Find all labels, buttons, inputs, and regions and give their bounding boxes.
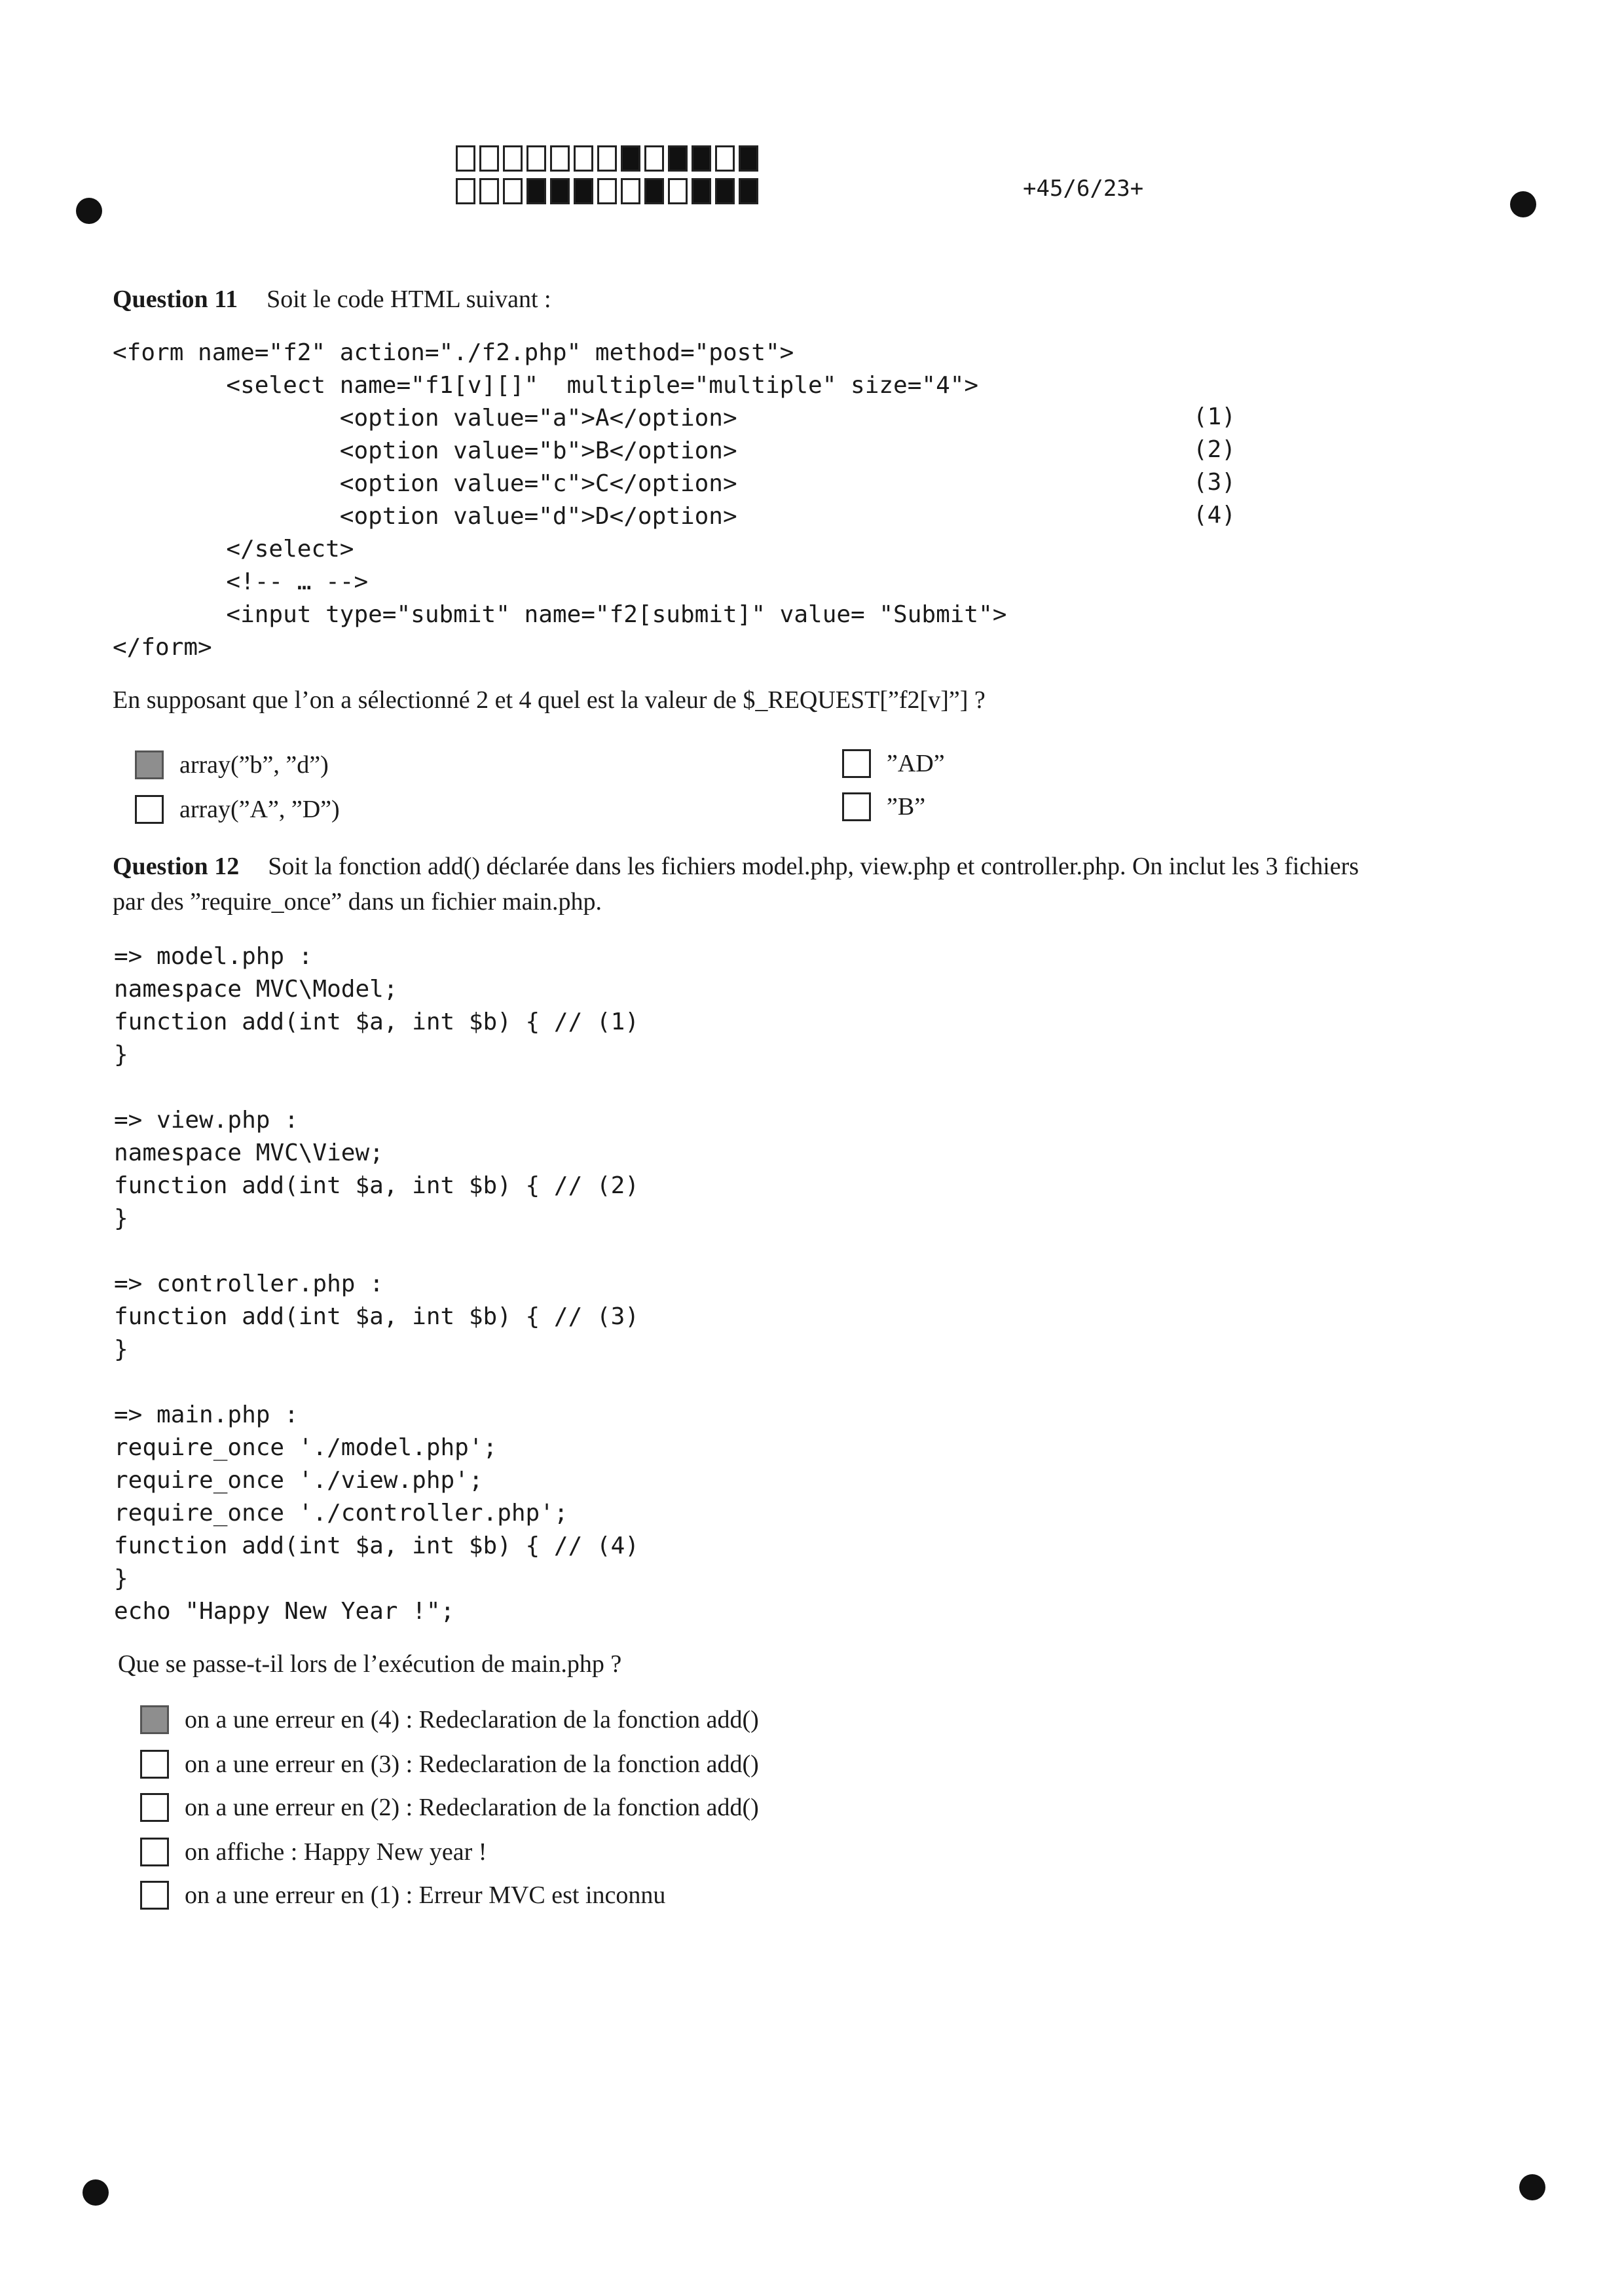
barcode-cell — [526, 145, 546, 172]
barcode-cell — [739, 178, 758, 204]
barcode-cell — [597, 145, 617, 172]
code-block-html-form: <form name="f2" action="./f2.php" method="post"> <select name="f1[v][]" multiple="multiple" size="4"> <option value="a">A</option> <option value="b">B</option> <option value="c">C</option> <option value="d">D</option> </select> <!-- … --> <input type="submit" name="f2[submit]" value= "Submit"> </form> — [113, 339, 1007, 661]
barcode-cell — [550, 178, 570, 204]
question-12-prompt: Que se passe-t-il lors de l’exécution de main.php ? — [118, 1650, 622, 1678]
barcode-cell — [668, 178, 688, 204]
barcode-cell — [456, 145, 475, 172]
barcode-cell — [692, 178, 711, 204]
barcode-cell — [479, 178, 499, 204]
answer-option[interactable] — [140, 1877, 665, 1914]
question-intro: Soit le code HTML suivant : — [267, 286, 551, 313]
answer-option[interactable] — [135, 747, 329, 783]
barcode-cell — [503, 178, 523, 204]
barcode-cell — [644, 178, 664, 204]
answer-text: ”AD” — [887, 750, 945, 777]
checkbox[interactable] — [135, 750, 164, 779]
question-11-prompt: En supposant que l’on a sélectionné 2 et 4 quel est la valeur de $_REQUEST[”f2[v]”] ? — [113, 686, 986, 714]
barcode-cell — [739, 145, 758, 172]
answer-option[interactable] — [140, 1701, 759, 1738]
answer-option[interactable] — [135, 791, 340, 828]
question-label: Question 11 — [113, 286, 238, 313]
answer-text: on a une erreur en (1) : Erreur MVC est inconnu — [185, 1881, 666, 1909]
answer-text: on a une erreur en (3) : Redeclaration de la fonction add() — [185, 1750, 759, 1778]
question-label: Question 12 — [113, 853, 240, 880]
checkbox[interactable] — [135, 795, 164, 824]
barcode-cell — [715, 178, 735, 204]
barcode-row — [456, 145, 762, 172]
barcode-cell — [526, 178, 546, 204]
question-12-intro: Question 12 Soit la fonction add() déclarée dans les fichiers model.php, view.php et controller.php. On inclut les 3 fichiers par des ”require_once” dans un fichier main.php. — [113, 853, 1359, 916]
registration-dot-top-left — [76, 198, 102, 224]
answer-text: array(”b”, ”d”) — [179, 751, 329, 779]
barcode-cell — [574, 178, 593, 204]
barcode-cell — [456, 178, 475, 204]
barcode-cell — [621, 145, 640, 172]
answer-text: on a une erreur en (2) : Redeclaration de la fonction add() — [185, 1794, 759, 1821]
answer-option[interactable] — [140, 1834, 487, 1870]
checkbox[interactable] — [140, 1793, 169, 1822]
answer-text: array(”A”, ”D”) — [179, 796, 340, 823]
answer-text: on affiche : Happy New year ! — [185, 1838, 487, 1866]
checkbox[interactable] — [140, 1838, 169, 1866]
registration-dot-top-right — [1510, 191, 1536, 217]
question-11-title — [113, 282, 551, 317]
barcode-row — [456, 178, 762, 204]
checkbox[interactable] — [140, 1881, 169, 1910]
answer-option[interactable] — [140, 1789, 759, 1826]
barcode — [456, 145, 762, 211]
checkbox[interactable] — [842, 792, 871, 821]
barcode-cell — [574, 145, 593, 172]
checkbox[interactable] — [842, 749, 871, 778]
answer-text: on a une erreur en (4) : Redeclaration de la fonction add() — [185, 1706, 759, 1733]
barcode-cell — [692, 145, 711, 172]
barcode-cell — [479, 145, 499, 172]
registration-dot-bottom-right — [1519, 2174, 1545, 2200]
registration-dot-bottom-left — [83, 2179, 109, 2206]
barcode-cell — [503, 145, 523, 172]
line-markers: (1) (2) (3) (4) — [1193, 403, 1236, 528]
page-id: +45/6/23+ — [1023, 176, 1144, 202]
code-block-php: => model.php : namespace MVC\Model; function add(int $a, int $b) { // (1) } => view.php : namespace MVC\View; function add(int $a, int $b) { // (2) } => controller.php : function add(int $a, int $b) { // (3) } => main.php : require_once './model.php'; require_once './view.php'; require_once './controller.php'; function add(int $a, int $b) { // (4) } echo "Happy New Year !"; — [114, 943, 639, 1625]
barcode-cell — [597, 178, 617, 204]
barcode-cell — [621, 178, 640, 204]
barcode-cell — [644, 145, 664, 172]
answer-option[interactable] — [842, 745, 945, 782]
checkbox[interactable] — [140, 1705, 169, 1734]
barcode-cell — [550, 145, 570, 172]
answer-text: ”B” — [887, 793, 926, 821]
checkbox[interactable] — [140, 1750, 169, 1779]
barcode-cell — [715, 145, 735, 172]
barcode-cell — [668, 145, 688, 172]
answer-option[interactable] — [140, 1746, 759, 1783]
answer-option[interactable] — [842, 788, 925, 825]
